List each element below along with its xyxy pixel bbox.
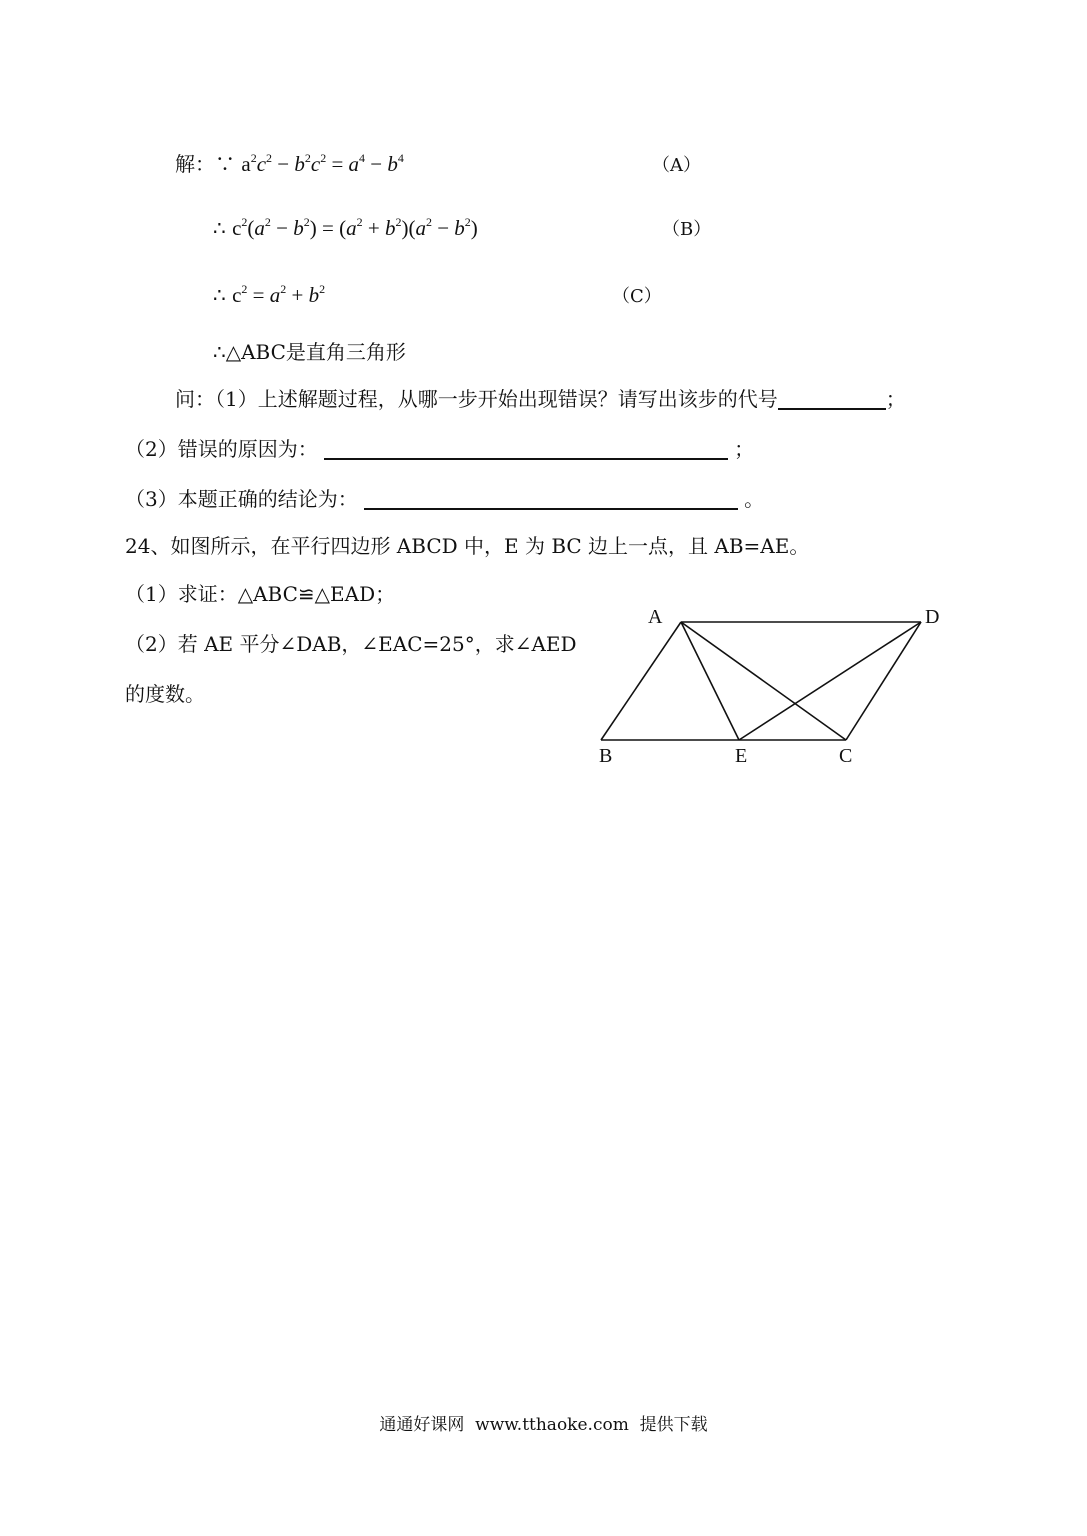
- answer-blank-1[interactable]: [778, 388, 886, 410]
- label-d: D: [925, 606, 940, 628]
- label-b: B: [599, 745, 613, 767]
- problem-24-statement: 24、如图所示，在平行四边形 ABCD 中，E 为 BC 边上一点，且 AB=AE。: [125, 534, 810, 558]
- label-a: A: [648, 606, 663, 628]
- segment-ae: [681, 622, 739, 740]
- step-c-label: （C）: [612, 286, 662, 307]
- problem-24-part-2-cont: 的度数。: [125, 682, 205, 706]
- solution-step-a: 解：∵ $a^2c^2 - b^2c^2 = a^4 - b^4$: [175, 151, 404, 176]
- page-footer: [0, 1410, 1087, 1435]
- segment-ed: [739, 622, 921, 740]
- solution-step-b: ∴ $c^2(a^2 - b^2) = (a^2 + b^2)(a^2 - b^2)$: [213, 215, 478, 240]
- equation-a: $a^2c^2 - b^2c^2 = a^4 - b^4$: [241, 151, 404, 176]
- step-a-label: （A）: [652, 155, 701, 176]
- question-3: （3）本题正确的结论为： 。: [125, 487, 765, 511]
- segment-ac: [681, 622, 846, 740]
- solution-step-c: ∴ $c^2 = a^2 + b^2$: [213, 282, 326, 307]
- footer-url[interactable]: www.tthaoke.com: [475, 1415, 629, 1435]
- step-b-label: （B）: [662, 219, 712, 240]
- segment-dc: [846, 622, 921, 740]
- solution-conclusion: ∴△ABC是直角三角形: [213, 340, 406, 364]
- footer-site-name: 通通好课网: [379, 1415, 465, 1435]
- parallelogram-figure: [590, 595, 950, 775]
- question-2: （2）错误的原因为： ；: [125, 437, 755, 461]
- footer-suffix: 提供下载: [639, 1415, 708, 1435]
- answer-blank-3[interactable]: [364, 488, 738, 510]
- question-1: 问：（1）上述解题过程，从哪一步开始出现错误？请写出该步的代号 ；: [175, 387, 906, 411]
- problem-24-part-2: （2）若 AE 平分∠DAB，∠EAC=25°，求∠AED: [125, 632, 577, 656]
- equation-c: $c^2 = a^2 + b^2$: [232, 282, 326, 307]
- answer-blank-2[interactable]: [324, 438, 728, 460]
- segment-ab: [601, 622, 681, 740]
- label-c: C: [839, 745, 853, 767]
- label-e: E: [735, 745, 748, 767]
- problem-24-part-1: （1）求证：△ABC≌△EAD；: [125, 582, 396, 606]
- equation-b: $c^2(a^2 - b^2) = (a^2 + b^2)(a^2 - b^2)$: [232, 215, 478, 240]
